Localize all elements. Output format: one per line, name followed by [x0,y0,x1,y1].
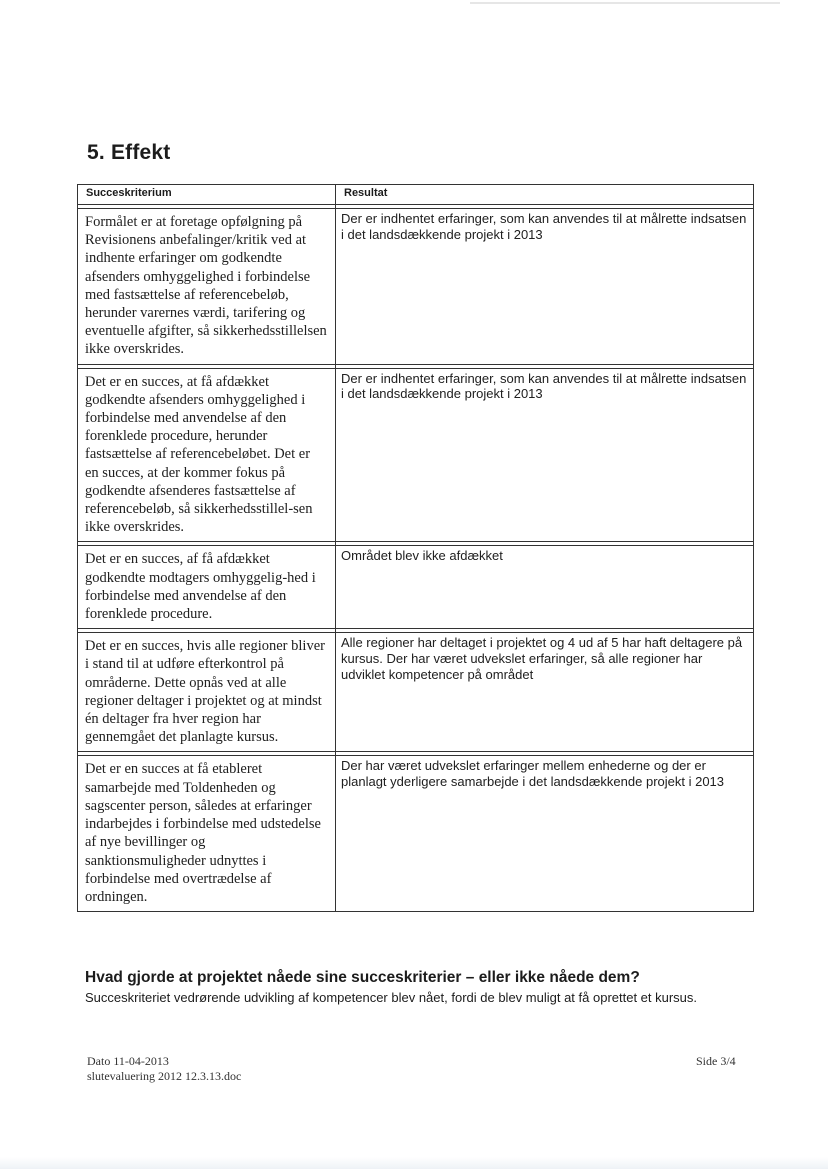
header-criterion: Succeskriterium [78,185,336,205]
question-answer: Succeskriteriet vedrørende udvikling af kompetencer blev nået, fordi de blev muligt at få oprettet et kursus. [85,990,698,1005]
criterion-cell: Det er en succes, af få afdækket godkendte modtagers omhyggelig-hed i forbindelse med anvendelse af den forenklede procedure. [78,546,336,629]
table-row [78,368,754,542]
criterion-cell: Formålet er at foretage opfølgning på Revisionens anbefalinger/kritik ved at indhente erfaringer om godkendte afsenders omhyggelighed i forbindelse med fastsættelse af referencebeløb, herunder varernes værdi, tarifering og eventuelle afgifter, så sikkerhedsstillelsen ikke overskrides. [78,209,336,365]
section-heading: 5. Effekt [87,141,171,164]
scan-bottom-edge [0,1157,828,1169]
result-cell: Området blev ikke afdækket [336,546,754,629]
footer-filename: slutevaluering 2012 12.3.13.doc [87,1069,242,1083]
footer-left [87,1054,241,1084]
table-row [78,209,754,365]
result-cell: Der har været udvekslet erfaringer mellem enhederne og der er planlagt yderligere samarbejde i det landsdækkende projekt i 2013 [336,756,754,912]
criterion-cell: Det er en succes, at få afdækket godkendte afsenders omhyggelighed i forbindelse med anvendelse af den forenklede procedure, herunder fastsættelse af referencebeløbet. Det er en succes, at der kommer fokus på godkendte afsenderes fastsættelse af referencebeløb, så sikkerhedsstillel-sen ikke overskrides. [78,368,336,542]
scan-edge-line [470,2,780,4]
footer-page-number: Side 3/4 [696,1054,736,1068]
result-cell: Der er indhentet erfaringer, som kan anvendes til at målrette indsatsen i det landsdækkende projekt i 2013 [336,368,754,542]
table-header-row [78,185,754,205]
table-row [78,546,754,629]
result-cell: Der er indhentet erfaringer, som kan anvendes til at målrette indsatsen i det landsdækkende projekt i 2013 [336,209,754,365]
header-result: Resultat [336,185,754,205]
criterion-cell: Det er en succes at få etableret samarbejde med Toldenheden og sagscenter person, således at erfaringer indarbejdes i forbindelse med udstedelse af nye bevillinger og sanktionsmuligheder udnyttes i forbindelse med overtrædelse af ordningen. [78,756,336,912]
footer-date: Dato 11-04-2013 [87,1054,169,1068]
criterion-cell: Det er en succes, hvis alle regioner bliver i stand til at udføre efterkontrol på områderne. Dette opnås ved at alle regioner deltager i projektet og at mindst én deltager fra hver region har gennemgået det planlagte kursus. [78,633,336,752]
effect-table [77,184,754,912]
table-row [78,633,754,752]
result-cell: Alle regioner har deltaget i projektet og 4 ud af 5 har haft deltagere på kursus. Der har været udvekslet erfaringer, så alle regioner har udviklet kompetencer på området [336,633,754,752]
table-row [78,756,754,912]
question-heading: Hvad gjorde at projektet nåede sine succeskriterier – eller ikke nåede dem? [85,969,640,986]
